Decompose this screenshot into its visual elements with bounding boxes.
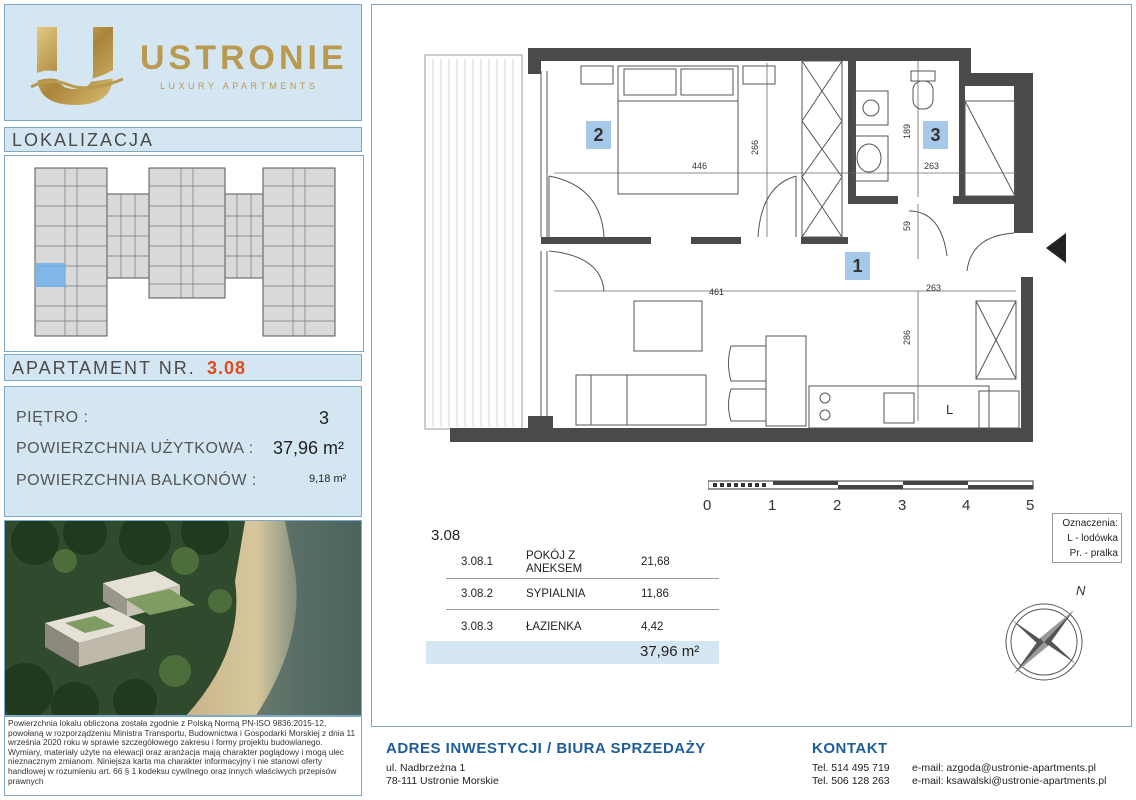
room-row-2-id: 3.08.2 — [461, 588, 493, 600]
north-label: N — [1076, 583, 1086, 598]
scale-bar — [708, 477, 1038, 493]
balcony-area-label: POWIERZCHNIA BALKONÓW : — [16, 472, 257, 489]
rooms-total-bar — [426, 641, 719, 664]
scale-tick-5: 5 — [1026, 497, 1035, 514]
floor-value: 3 — [319, 408, 330, 428]
room-row-2-name: SYPIALNIA — [526, 588, 586, 600]
scale-tick-4: 4 — [962, 497, 971, 514]
dim-446: 446 — [692, 161, 708, 171]
entrance-arrow-icon — [1044, 233, 1068, 263]
footer — [371, 731, 1132, 798]
scale-tick-1: 1 — [768, 497, 777, 514]
apartment-number: 3.08 — [207, 358, 247, 378]
room-label-3: 3 — [923, 121, 948, 149]
room-label-1: 1 — [845, 252, 870, 280]
apartment-info-panel — [4, 386, 362, 517]
room-row-3-name: ŁAZIENKA — [526, 621, 582, 633]
brand-name: USTRONIE — [140, 39, 348, 77]
email-2[interactable]: e-mail: ksawalski@ustronie-apartments.pl — [912, 775, 1107, 787]
lokalizacja-title: LOKALIZACJA — [12, 130, 155, 150]
site-plan-drawing — [5, 156, 361, 349]
brand-tagline: LUXURY APARTMENTS — [160, 81, 319, 91]
logo-panel — [4, 4, 362, 121]
logo-emblem — [27, 21, 127, 107]
usable-area-label: POWIERZCHNIA UŻYTKOWA : — [16, 440, 254, 457]
floor-label: PIĘTRO : — [16, 409, 89, 426]
room-row-1-id: 3.08.1 — [461, 556, 493, 568]
table-divider — [446, 578, 719, 579]
dim-189: 189 — [902, 123, 912, 139]
room-row-1-area: 21,68 — [641, 556, 670, 568]
contact-heading: KONTAKT — [812, 740, 888, 757]
dim-461: 461 — [709, 287, 725, 297]
compass-rose-icon — [1002, 600, 1086, 684]
rooms-total: 37,96 m² — [640, 643, 700, 660]
usable-area-value: 37,96 m² — [273, 438, 345, 458]
balcony-area-value: 9,18 m² — [309, 473, 347, 485]
scale-tick-0: 0 — [703, 497, 712, 514]
room-row-3-id: 3.08.3 — [461, 621, 493, 633]
email-1[interactable]: e-mail: azgoda@ustronie-apartments.pl — [912, 762, 1096, 774]
legend-title: Oznaczenia: — [1062, 518, 1118, 529]
site-plan-map — [4, 155, 364, 352]
scale-tick-2: 2 — [833, 497, 842, 514]
address-heading: ADRES INWESTYCJI / BIURA SPRZEDAŻY — [386, 740, 706, 757]
dim-59: 59 — [902, 220, 912, 231]
apartment-highlight — [35, 263, 65, 287]
floor-plan-panel — [371, 4, 1132, 727]
phone-2[interactable]: Tel. 506 128 263 — [812, 775, 890, 787]
rooms-table-title: 3.08 — [431, 527, 461, 544]
apartment-label: APARTAMENT NR. — [12, 358, 196, 378]
table-divider — [446, 609, 719, 610]
room-row-1-name: POKÓJ Z ANEKSEM — [526, 550, 583, 575]
legend — [1052, 513, 1122, 563]
address-line-2: 78-111 Ustronie Morskie — [386, 775, 499, 787]
dim-263-lower: 263 — [926, 283, 942, 293]
address-line-1: ul. Nadbrzeżna 1 — [386, 762, 466, 774]
dim-263-upper: 263 — [924, 161, 940, 171]
legal-note: Powierzchnia lokalu obliczona została zgodnie z Polską Normą PN-ISO 9836:2015-12, powołaną w rozporządzeniu Ministra Transportu, Budownictwa i Gospodarki Morskiej z dnia 11 września 2020 roku w sprawie szczegółowego zakresu i formy projektu budowlanego. Wymiary, materiały użyte na elewacji oraz aranżacja mają charakter poglądowy i mogą ulec nieznacznym zmianom. Niniejsza karta ma charakter informacyjny i nie stanowi oferty handlowej w rozumieniu art. 66 § 1 kodeksu cywilnego oraz innych właściwych przepisów prawnych — [4, 716, 362, 796]
dim-266: 266 — [750, 139, 760, 155]
lokalizacja-header — [4, 127, 362, 152]
dim-286: 286 — [902, 329, 912, 345]
room-label-2: 2 — [586, 121, 611, 149]
phone-1[interactable]: Tel. 514 495 719 — [812, 762, 890, 774]
room-row-2-area: 11,86 — [641, 588, 669, 600]
building-render-image — [4, 520, 362, 716]
legend-washer: Pr. - pralka — [1069, 548, 1118, 559]
room-row-3-area: 4,42 — [641, 621, 664, 633]
scale-tick-3: 3 — [898, 497, 907, 514]
legend-fridge: L - lodówka — [1067, 533, 1118, 544]
apartment-number-panel — [4, 354, 362, 381]
fridge-label: L — [946, 402, 954, 417]
